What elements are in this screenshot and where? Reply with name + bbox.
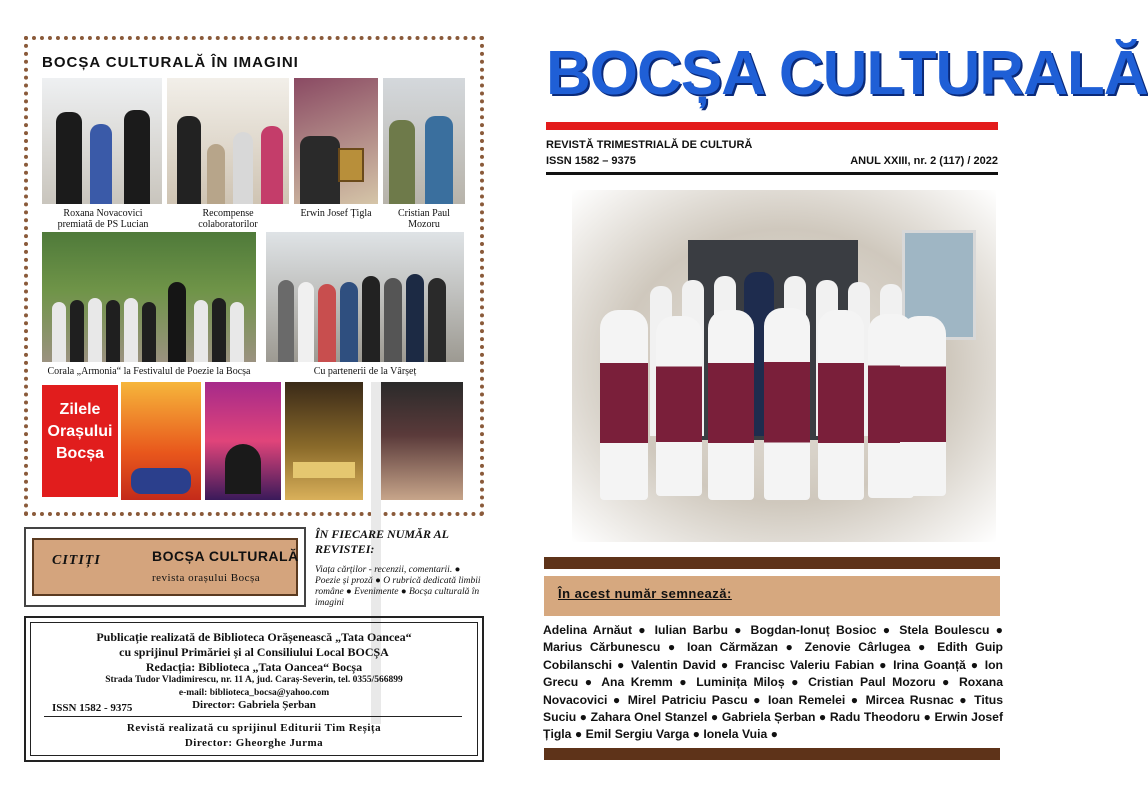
- publication-rule: [44, 716, 462, 717]
- caption-parteneri-varset: Cu partenerii de la Vârșeț: [313, 366, 417, 377]
- poster-zilele-bocsa-2: [205, 382, 281, 500]
- photo-mozoru: [383, 78, 465, 204]
- semneaza-heading: În acest număr semnează:: [558, 586, 732, 601]
- publication-address: Strada Tudor Vladimirescu, nr. 11 A, jud. Caraș-Severin, tel. 0355/566899: [105, 675, 403, 685]
- masthead-rule: [546, 172, 998, 175]
- publication-director: Director: Gabriela Șerban: [192, 699, 316, 711]
- zile-line-2: Orașului: [47, 423, 113, 440]
- caption-novacovici: Roxana Novacovici premiată de PS Lucian: [57, 208, 149, 230]
- cover-photo-folk-ensemble: [572, 190, 996, 542]
- masthead-red-bar: [546, 122, 998, 130]
- brown-bar-bottom: [544, 748, 1000, 760]
- caption-mozoru: Cristian Paul Mozoru: [398, 208, 450, 230]
- gallery-title: BOCȘA CULTURALĂ ÎN IMAGINI: [42, 54, 299, 71]
- magazine-issn: ISSN 1582 – 9375: [546, 155, 636, 167]
- photo-parteneri-varset: [266, 232, 464, 362]
- zilele-orasului-bocsa-badge: [42, 385, 118, 497]
- photo-dance-performance: [371, 382, 463, 500]
- publication-line-2: cu sprijinul Primăriei și al Consiliului Local BOCȘA: [119, 645, 389, 659]
- fiecare-heading: ÎN FIECARE NUMĂR AL REVISTEI:: [315, 527, 449, 556]
- photo-tigla: [294, 78, 378, 204]
- caption-recompense: Recompense colaboratorilor: [198, 208, 258, 230]
- brown-bar-top: [544, 557, 1000, 569]
- publication-line-3: Redacția: Biblioteca „Tata Oancea“ Bocșa: [145, 660, 363, 674]
- masthead-title: BOCȘA CULTURALĂ: [546, 39, 1148, 108]
- citi-subtitle: revista orașului Bocșa: [152, 572, 261, 584]
- citi-label: CITIȚI: [52, 553, 101, 568]
- magazine-subtitle: REVISTĂ TRIMESTRIALĂ DE CULTURĂ: [546, 139, 753, 151]
- authors-list: Adelina Arnăut ● Iulian Barbu ● Bogdan-Ionuț Bosioc ● Stela Boulescu ● Marius Cărbunescu ● Ioan Cărmăzan ● Zenovie Cârlugea ● Edith Guip Cobilanschi ● Valentin David ● Francisc Valeriu Fabian ● Irina Goanță ● Ion Grecu ● Ana Kremm ● Luminița Miloș ● Cristian Paul Mozoru ● Roxana Novacovici ● Mirel Patriciu Pascu ● Ioan Remelei ● Mircea Rusnac ● Titus Suciu ● Zahara Onel Stanzel ● Gabriela Șerban ● Radu Theodoru ● Erwin Josef Țigla ● Emil Sergiu Varga ● Ionela Vuia ●: [543, 623, 1003, 742]
- photo-novacovici: [42, 78, 162, 204]
- publication-email: e-mail: biblioteca_bocsa@yahoo.com: [178, 688, 330, 698]
- photo-recompense: [167, 78, 289, 204]
- publication-issn: ISSN 1582 - 9375: [52, 702, 133, 714]
- publication-editura: Revistă realizată cu sprijinul Editurii Tim Reșița: [126, 722, 382, 734]
- publication-editura-director: Director: Gheorghe Jurma: [184, 737, 324, 749]
- fiecare-body: Viața cărților - recenzii, comentarii. ● Poezie și proză ● O rubrică dedicată limbii române ● Evenimente ● Bocșa culturală în imagini: [315, 565, 481, 608]
- zile-line-3: Bocșa: [55, 445, 105, 462]
- publication-line-1: Publicație realizată de Biblioteca Orășenească „Tata Oancea“: [96, 630, 412, 644]
- poster-phoenix-concert: [285, 382, 363, 500]
- caption-corala-armonia: Corala „Armonia“ la Festivalul de Poezie la Bocșa: [47, 366, 251, 377]
- poster-zilele-bocsa-1: [121, 382, 201, 500]
- caption-tigla: Erwin Josef Țigla: [300, 208, 372, 219]
- citi-title: BOCȘA CULTURALĂ: [152, 548, 299, 564]
- photo-corala-armonia: [42, 232, 256, 362]
- zile-line-1: Zilele: [59, 401, 101, 418]
- magazine-issue: ANUL XXIII, nr. 2 (117) / 2022: [850, 155, 998, 167]
